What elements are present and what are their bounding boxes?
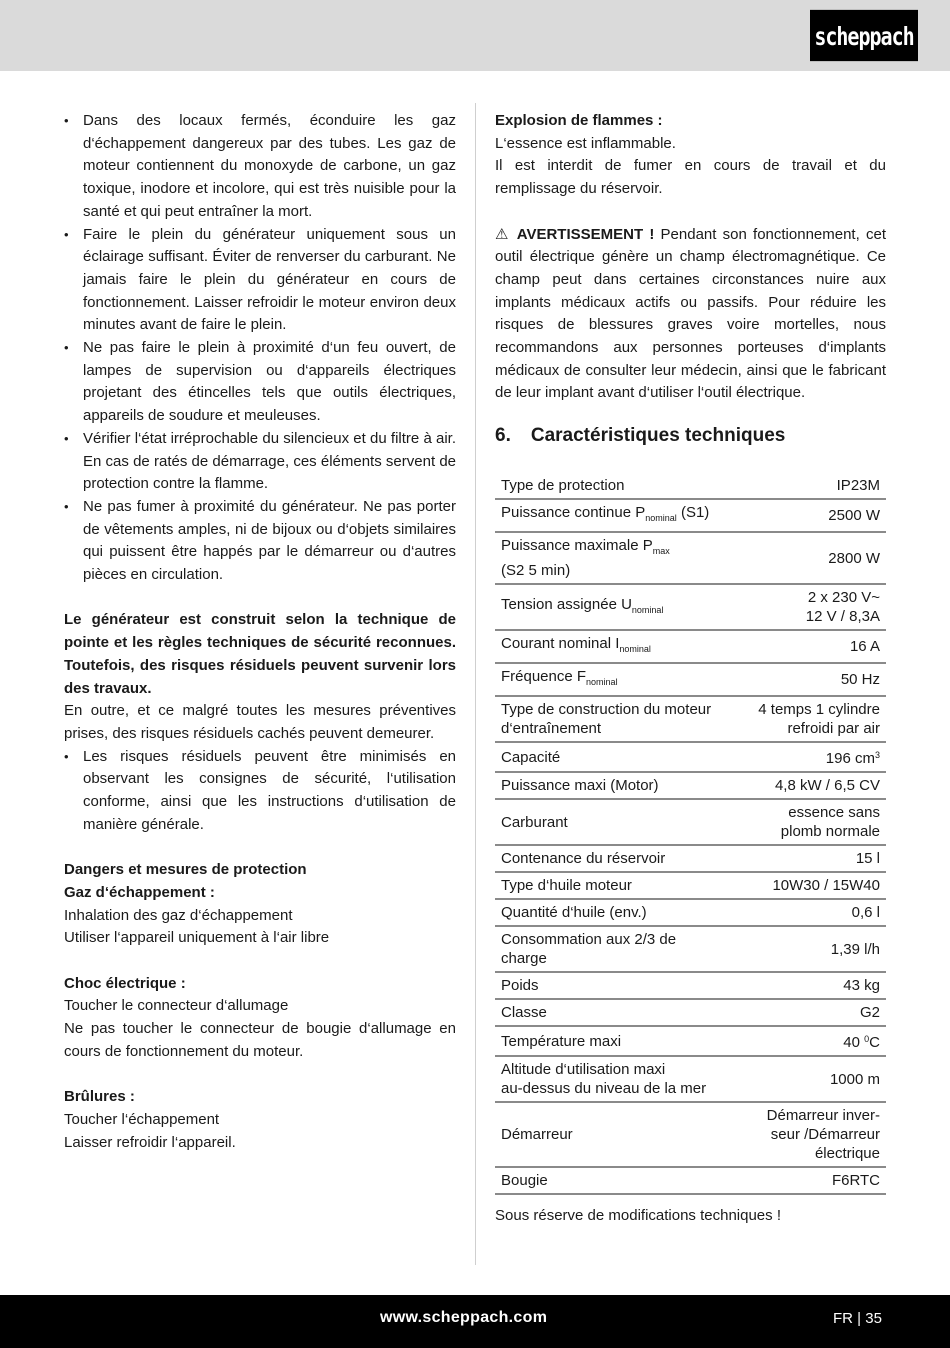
spec-value-text: 15 l <box>855 850 880 868</box>
spec-value <box>739 499 886 532</box>
spec-row <box>495 999 886 1026</box>
spec-label <box>495 696 739 742</box>
brulures-line: Toucher l‘échappement <box>64 1110 220 1128</box>
spec-value-text: 10W30 / 15W40 <box>772 877 880 895</box>
spec-value-superscript: 3 <box>874 750 880 761</box>
specs-table <box>495 473 886 1195</box>
spec-row <box>495 1167 886 1194</box>
section-heading <box>495 425 886 447</box>
bullet-item: • Ne pas fumer à proximité du générateur. Ne pas porter de vêtements amples, ni de bijoux ou d‘objets similaires qui puissent être happés par le démarreur ou d‘autres pièces en circulation. <box>64 496 456 587</box>
spec-value <box>739 584 886 630</box>
spec-label-subscript: nominal <box>586 677 618 688</box>
residual-risk-statement: Le générateur est construit selon la technique de pointe et les règles techniques de sécurité reconnues. Toutefois, des risques résiduels peuvent survenir lors des travaux. <box>64 611 456 697</box>
left-column <box>64 110 456 1154</box>
spec-label-text: Puissance continue P <box>501 504 646 522</box>
spec-row <box>495 584 886 630</box>
spec-label <box>495 845 739 872</box>
safety-bullets <box>64 110 456 587</box>
explosion-title: Explosion de flammes : <box>495 112 663 129</box>
spec-row <box>495 742 886 772</box>
spec-label-text: Carburant <box>501 813 568 831</box>
spec-value <box>739 899 886 926</box>
spec-value-text: 2500 W <box>828 507 880 525</box>
spec-label-text: Poids <box>501 977 539 995</box>
website-link[interactable]: www.scheppach.com <box>380 1309 548 1326</box>
spec-value-text: 16 A <box>849 638 880 656</box>
spec-label <box>495 926 739 972</box>
spec-value-text: 1,39 l/h <box>830 940 880 958</box>
spec-value-text: IP23M <box>836 477 880 495</box>
bullet-item: • Faire le plein du générateur uniquement sous un éclairage suffisant. Éviter de renverser du carburant. Ne jamais faire le plein du générateur en cours de fonctionnement. Laisser refroidir le moteur environ deux minutes avant de faire le plein. <box>64 224 456 338</box>
residual-risk-text: En outre, et ce malgré toutes les mesures préventives prises, des risques résiduels cachés peuvent demeurer. <box>64 702 456 742</box>
spec-row <box>495 630 886 663</box>
spec-label-text: Tension assignée U <box>501 595 632 613</box>
spec-label-text: Altitude d‘utilisation maxi <box>501 1061 666 1079</box>
spec-label <box>495 1026 739 1056</box>
spec-label <box>495 1167 739 1194</box>
spec-label <box>495 499 739 532</box>
page-indicator <box>833 1310 882 1327</box>
spec-value <box>739 630 886 663</box>
spec-label <box>495 872 739 899</box>
spec-row <box>495 1056 886 1102</box>
brulures-line: Laisser refroidir l‘appareil. <box>64 1133 236 1151</box>
spec-label-text: Puissance maxi (Motor) <box>501 777 659 795</box>
gaz-line: Inhalation des gaz d‘échappement <box>64 906 293 924</box>
spec-label-subscript: nominal <box>645 513 677 524</box>
spec-label <box>495 999 739 1026</box>
section-title: Caractéristiques techniques <box>530 425 786 447</box>
choc-line: Ne pas toucher le connecteur de bougie d‘allumage en cours de fonctionnement du moteur. <box>64 1020 456 1060</box>
right-column <box>495 110 886 1228</box>
choc-line: Toucher le connecteur d‘allumage <box>64 997 289 1015</box>
spec-label-text: Démarreur <box>501 1126 573 1144</box>
spec-value-superscript: 0 <box>864 1034 870 1045</box>
spec-label-line2: charge <box>501 950 547 968</box>
spec-label-suffix: (S1) <box>676 504 710 522</box>
spec-value-line2: plomb normale <box>780 823 880 841</box>
spec-value <box>739 742 886 772</box>
spec-label-text: Contenance du réservoir <box>501 850 666 868</box>
spec-value <box>739 663 886 696</box>
spec-value-text: 43 kg <box>843 977 880 995</box>
spec-value-line3: électrique <box>814 1145 880 1163</box>
spec-value <box>739 772 886 799</box>
spec-label-text: Bougie <box>501 1172 548 1190</box>
spec-label <box>495 899 739 926</box>
separator: | <box>857 1310 862 1327</box>
spec-value-text: 4 temps 1 cylindre <box>758 701 880 719</box>
spec-label <box>495 972 739 999</box>
spec-label <box>495 663 739 696</box>
warning-triangle-icon: ⚠ <box>495 225 511 243</box>
bullet-item: • Les risques résiduels peuvent être minimisés en observant les consignes de sécurité, l‘utilisation conforme, ainsi que les instructions d‘utilisation de manière générale. <box>64 746 456 837</box>
spec-label-text: Température maxi <box>501 1032 622 1050</box>
spec-label-text: Capacité <box>501 748 561 766</box>
spec-label-text: Consommation aux 2/3 de <box>501 931 677 949</box>
spec-row <box>495 899 886 926</box>
spec-value-text: 40 <box>843 1034 865 1052</box>
column-divider <box>475 103 476 1265</box>
spec-label-subscript: max <box>652 546 670 557</box>
spec-row <box>495 1026 886 1056</box>
spec-value <box>739 872 886 899</box>
spec-label <box>495 772 739 799</box>
spec-label <box>495 630 739 663</box>
spec-row <box>495 972 886 999</box>
spec-row <box>495 473 886 499</box>
spec-value <box>739 532 886 584</box>
spec-row <box>495 872 886 899</box>
spec-value <box>739 696 886 742</box>
gaz-title: Gaz d‘échappement : <box>64 883 215 901</box>
spec-label-text: Quantité d‘huile (env.) <box>501 904 647 922</box>
spec-value-text: 2 x 230 V~ <box>807 589 880 607</box>
spec-row <box>495 845 886 872</box>
bullet-item: • Ne pas faire le plein à proximité d‘un feu ouvert, de lampes de supervision ou d‘appareils électriques projetant des étincelles tels que outils électriques, appareils de soudure et meuleuses. <box>64 337 456 428</box>
spec-label <box>495 584 739 630</box>
spec-label-text: Fréquence F <box>501 668 587 686</box>
language-code: FR <box>833 1310 853 1327</box>
spec-value <box>739 1026 886 1056</box>
spec-label <box>495 1056 739 1102</box>
spec-value-text: F6RTC <box>831 1172 880 1190</box>
spec-label <box>495 1102 739 1167</box>
spec-value <box>739 473 886 499</box>
warning-text: Pendant son fonctionnement, cet outil électrique génère un champ électromagnétique. Ce champ peut dans certaines circonstances nuire aux implants médicaux actifs ou passifs. Pour réduire les risques de blessures graves voire mortelles, nous recommandons aux personnes porteuses d‘implants médicaux de consulter leur médecin, ainsi que le fabricant de leur implant avant d‘utiliser l‘outil électrique. <box>495 225 886 402</box>
spec-row <box>495 532 886 584</box>
spec-value <box>739 799 886 845</box>
spec-value-suffix: C <box>869 1034 880 1052</box>
spec-value <box>739 972 886 999</box>
spec-label <box>495 742 739 772</box>
explosion-line: L‘essence est inflammable. <box>495 134 676 152</box>
spec-label-subscript: nominal <box>619 644 651 655</box>
spec-label-text: Classe <box>501 1004 547 1022</box>
spec-label-text: Type d‘huile moteur <box>501 877 632 895</box>
footnote: Sous réserve de modifications techniques ! <box>495 1207 781 1225</box>
spec-value-line2: seur /Démarreur <box>770 1126 880 1144</box>
spec-value-text: 196 cm <box>825 750 875 768</box>
spec-row <box>495 799 886 845</box>
spec-label-line2: au-dessus du niveau de la mer <box>501 1080 707 1098</box>
spec-label-text: Type de construction du moteur <box>501 701 712 719</box>
spec-value-text: 1000 m <box>829 1070 880 1088</box>
header-band <box>0 0 950 71</box>
spec-value-line2: refroidi par air <box>787 720 880 738</box>
spec-row <box>495 926 886 972</box>
spec-row <box>495 1102 886 1167</box>
section-number: 6. <box>495 425 511 447</box>
spec-label-line2: (S2 5 min) <box>501 562 571 580</box>
spec-value-text: 0,6 l <box>851 904 880 922</box>
spec-label-text: Courant nominal I <box>501 635 620 653</box>
spec-value-text: 4,8 kW / 6,5 CV <box>774 777 880 795</box>
spec-value <box>739 1167 886 1194</box>
spec-value <box>739 1102 886 1167</box>
spec-label-subscript: nominal <box>631 604 664 615</box>
spec-value <box>739 845 886 872</box>
spec-value <box>739 926 886 972</box>
gaz-line: Utiliser l‘appareil uniquement à l‘air libre <box>64 929 330 947</box>
spec-label-text: Type de protection <box>501 477 625 495</box>
spec-label <box>495 473 739 499</box>
spec-label-text: Puissance maximale P <box>501 537 653 555</box>
spec-label-line2: d‘entraînement <box>501 720 602 738</box>
residual-bullets <box>64 746 456 837</box>
spec-row <box>495 696 886 742</box>
spec-row <box>495 499 886 532</box>
spec-value-text: G2 <box>859 1004 880 1022</box>
explosion-line: Il est interdit de fumer en cours de travail et du remplissage du réservoir. <box>495 157 886 198</box>
spec-value-line2: 12 V / 8,3A <box>805 608 880 626</box>
spec-value-text: Démarreur inver- <box>766 1107 880 1125</box>
page-number: 35 <box>865 1310 882 1327</box>
spec-row <box>495 772 886 799</box>
scheppach-logo: scheppach <box>810 10 918 61</box>
brulures-title: Brûlures : <box>64 1088 135 1106</box>
bullet-item: • Dans des locaux fermés, éconduire les gaz d‘échappement dangereux par des tubes. Les gaz de moteur contiennent du monoxyde de carbone, un gaz toxique, inodore et incolore, qui est très nuisible pour la santé et qui peut entraîner la mort. <box>64 110 456 224</box>
spec-value-text: 2800 W <box>828 549 880 567</box>
spec-value-text: 50 Hz <box>840 671 880 689</box>
spec-label <box>495 799 739 845</box>
spec-value-text: essence sans <box>788 804 880 822</box>
warning-paragraph <box>495 224 886 406</box>
bullet-item: • Vérifier l‘état irréprochable du silencieux et du filtre à air. En cas de ratés de démarrage, ces éléments servent de protection contre la flamme. <box>64 428 456 496</box>
spec-label <box>495 532 739 584</box>
spec-row <box>495 663 886 696</box>
dangers-title: Dangers et mesures de protection <box>64 861 307 879</box>
warning-label: AVERTISSEMENT ! <box>516 225 655 243</box>
footer-bar <box>0 1295 950 1348</box>
choc-title: Choc électrique : <box>64 974 186 992</box>
spec-value <box>739 1056 886 1102</box>
spec-value <box>739 999 886 1026</box>
